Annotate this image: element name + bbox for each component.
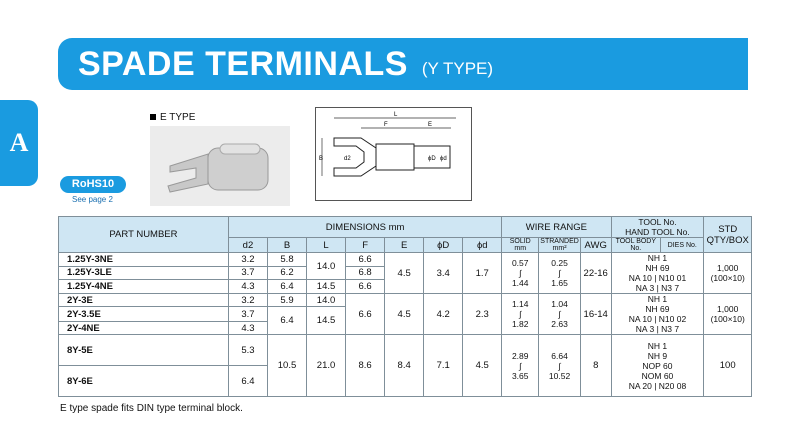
rohs-note: See page 2 (72, 195, 113, 204)
cell-l: 21.0 (307, 335, 346, 397)
solid-min: 0.57 (511, 258, 529, 268)
tool-body-1: NA 10 (628, 314, 652, 324)
cell-f: 6.6 (346, 280, 385, 294)
solid-range-sign: ∫ (519, 268, 522, 278)
cell-b: 6.4 (267, 307, 306, 335)
table-row (59, 294, 752, 307)
cell-d2: 3.7 (228, 266, 267, 280)
solid-max: 1.82 (511, 319, 529, 329)
hdr-solid (502, 238, 539, 253)
tool-dies-1: N20 08 (658, 380, 687, 391)
hdr-phiD: ϕD (424, 238, 463, 253)
section-tab-letter: A (9, 128, 29, 157)
part-number: 1.25Y-3NE (59, 253, 229, 267)
hdr-tool (611, 217, 704, 238)
part-number: 8Y-6E (59, 366, 229, 397)
hdr-part-number: PART NUMBER (59, 217, 229, 253)
cell-e: 4.5 (385, 294, 424, 335)
cell-solid (502, 253, 539, 294)
solid-min: 1.14 (511, 299, 529, 309)
cell-d2: 4.3 (228, 280, 267, 294)
tool-nop: NOP 60 (642, 360, 673, 371)
title-banner (58, 38, 748, 90)
tool-nh-2: NH 9 (647, 350, 668, 361)
hdr-d2: d2 (228, 238, 267, 253)
cell-d2: 6.4 (228, 366, 267, 397)
stranded-range-sign: ∫ (558, 309, 561, 319)
tool-nh-1: NH 1 (647, 253, 668, 263)
tool-body-1: NA 10 (628, 273, 652, 283)
cell-phiD: 7.1 (424, 335, 463, 397)
cell-f: 6.6 (346, 253, 385, 267)
table-row (59, 253, 752, 267)
cell-d2: 5.3 (228, 335, 267, 366)
hdr-tool-no: TOOL No. (638, 217, 677, 227)
cell-l: 14.0 (307, 294, 346, 307)
part-number: 2Y-3E (59, 294, 229, 307)
tool-pair-1: NA 10 | N10 02 (628, 314, 687, 324)
dimension-drawing (315, 107, 472, 201)
hdr-stranded-unit: mm² (552, 245, 567, 252)
label-L: L (394, 112, 398, 118)
label-E: E (428, 122, 433, 128)
cell-solid (502, 335, 539, 397)
tool-nh-1: NH 1 (647, 294, 668, 304)
stranded-max: 2.63 (551, 319, 568, 329)
label-phid: ϕd (440, 156, 447, 162)
cell-qty (704, 294, 752, 335)
hdr-wire-range: WIRE RANGE (502, 217, 611, 238)
tool-pair-2: NA 3 | N3 7 (635, 324, 680, 334)
tool-dies-2: N3 7 (661, 283, 680, 293)
spec-table (58, 216, 752, 397)
cell-tool (611, 253, 704, 294)
hdr-hand-tool-no: HAND TOOL No. (625, 227, 690, 237)
part-number: 1.25Y-4NE (59, 280, 229, 294)
cell-tool (611, 335, 704, 397)
product-photo (150, 126, 290, 206)
qty-value: 1,000 (717, 263, 739, 273)
stranded-max: 10.52 (548, 370, 571, 381)
solid-range-sign: ∫ (519, 360, 522, 371)
tool-nh-1: NH 1 (647, 340, 668, 351)
hdr-solid-unit: mm (514, 245, 527, 252)
cell-d2: 3.2 (228, 294, 267, 307)
hdr-f: F (346, 238, 385, 253)
tool-pair-2: NA 3 | N3 7 (635, 283, 680, 293)
part-number: 8Y-5E (59, 335, 229, 366)
cell-stranded (539, 253, 581, 294)
stranded-range-sign: ∫ (558, 360, 561, 371)
hdr-std-label: STD (718, 223, 738, 235)
cell-e: 8.4 (385, 335, 424, 397)
cell-awg: 22-16 (580, 253, 611, 294)
tool-nh-2: NH 69 (645, 304, 670, 314)
cell-phid: 4.5 (463, 335, 502, 397)
tool-body-2: NA 3 (635, 283, 655, 293)
cell-solid (502, 294, 539, 335)
cell-e: 4.5 (385, 253, 424, 294)
label-phiD: ϕD (428, 156, 436, 162)
cell-phiD: 4.2 (424, 294, 463, 335)
solid-min: 2.89 (511, 350, 529, 361)
part-number: 2Y-4NE (59, 322, 229, 335)
part-number: 1.25Y-3LE (59, 266, 229, 280)
e-type-label (150, 112, 195, 123)
rohs-badge: RoHS10 (60, 176, 126, 193)
hdr-tool-body: TOOL BODY No. (611, 238, 661, 253)
bullet-square-icon (150, 114, 156, 120)
cell-f: 6.6 (346, 294, 385, 335)
tool-body-2: NA 3 (635, 324, 655, 334)
cell-l: 14.0 (307, 253, 346, 280)
cell-b: 6.4 (267, 280, 306, 294)
cell-phiD: 3.4 (424, 253, 463, 294)
hdr-std (704, 217, 752, 253)
cell-qty: 100 (704, 335, 752, 397)
hdr-b: B (267, 238, 306, 253)
tool-pair-1: NA 10 | N10 01 (628, 273, 687, 283)
cell-f: 8.6 (346, 335, 385, 397)
hdr-dimensions: DIMENSIONS mm (228, 217, 501, 238)
footnote: E type spade fits DIN type terminal block. (60, 403, 243, 414)
table-row (59, 335, 752, 366)
label-d2: d2 (344, 156, 351, 162)
cell-d2: 3.7 (228, 307, 267, 322)
page-title: SPADE TERMINALS (78, 44, 408, 83)
hdr-l: L (307, 238, 346, 253)
tool-dies-1: N10 02 (658, 314, 687, 324)
label-F: F (384, 122, 388, 128)
cell-awg: 16-14 (580, 294, 611, 335)
cell-stranded (539, 294, 581, 335)
stranded-min: 6.64 (551, 350, 568, 361)
cell-awg: 8 (580, 335, 611, 397)
tool-dies-2: N3 7 (661, 324, 680, 334)
tool-pair-1: NA 20 | N20 08 (628, 380, 687, 391)
hdr-awg: AWG (580, 238, 611, 253)
cell-stranded (539, 335, 581, 397)
label-B: B (319, 156, 324, 162)
spade-terminal-photo-icon (150, 126, 290, 206)
solid-range-sign: ∫ (519, 309, 522, 319)
qty-value: 1,000 (717, 304, 739, 314)
cell-f: 6.8 (346, 266, 385, 280)
terminal-drawing-icon (316, 108, 471, 200)
cell-b: 5.8 (267, 253, 306, 267)
cell-tool (611, 294, 704, 335)
cell-d2: 3.2 (228, 253, 267, 267)
stranded-min: 0.25 (551, 258, 568, 268)
hdr-dies: DIES No. (661, 238, 704, 253)
section-tab (0, 100, 38, 186)
cell-l: 14.5 (307, 280, 346, 294)
qty-pack: (100×10) (710, 314, 745, 324)
hdr-phid: ϕd (463, 238, 502, 253)
stranded-min: 1.04 (551, 299, 568, 309)
tool-nom: NOM 60 (641, 370, 674, 381)
cell-b: 10.5 (267, 335, 306, 397)
stranded-range-sign: ∫ (558, 268, 561, 278)
cell-l: 14.5 (307, 307, 346, 335)
tool-body-1: NA 20 (628, 380, 652, 391)
cell-phid: 2.3 (463, 294, 502, 335)
hdr-stranded-label: STRANDED (540, 238, 579, 245)
tool-nh-2: NH 69 (645, 263, 670, 273)
hdr-qty-box: QTY/BOX (706, 234, 749, 246)
solid-max: 1.44 (511, 278, 529, 288)
hdr-e: E (385, 238, 424, 253)
e-type-text: E TYPE (160, 112, 196, 123)
hdr-solid-label: SOLID (509, 238, 531, 245)
cell-phid: 1.7 (463, 253, 502, 294)
stranded-max: 1.65 (551, 278, 568, 288)
cell-b: 5.9 (267, 294, 306, 307)
part-number: 2Y-3.5E (59, 307, 229, 322)
hdr-stranded (539, 238, 581, 253)
tool-dies-1: N10 01 (658, 273, 687, 283)
cell-b: 6.2 (267, 266, 306, 280)
qty-pack: (100×10) (710, 273, 745, 283)
cell-d2: 4.3 (228, 322, 267, 335)
page-subtitle: (Y TYPE) (421, 59, 494, 78)
solid-max: 3.65 (511, 370, 529, 381)
cell-qty (704, 253, 752, 294)
